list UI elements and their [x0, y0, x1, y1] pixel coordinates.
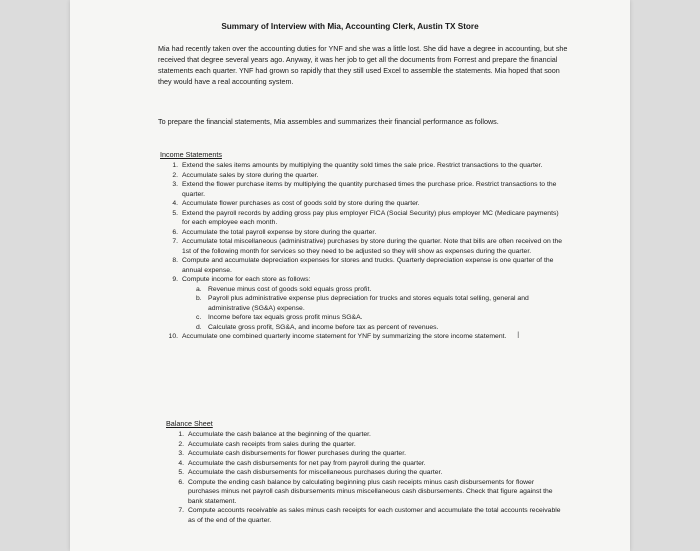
- sublist-item: c. Income before tax equals gross profit minus SG&A.: [196, 314, 363, 321]
- list-item: 4. Accumulate flower purchases as cost of goods sold by store during the quarter.: [172, 200, 420, 207]
- balance-sheet-heading: Balance Sheet: [166, 419, 213, 428]
- list-item: 6. Compute the ending cash balance by calculating beginning plus cash receipts minus cash disbursements for flower purchases minus net payroll cash disbursements minus miscellaneous cash disbursements. Check that figure against the bank statement.: [178, 478, 553, 505]
- income-statements-heading: Income Statements: [160, 150, 222, 159]
- list-item: 3. Extend the flower purchase items by multiplying the quantity purchased times the purchase price. Restrict transactions to the quarter.: [172, 181, 557, 198]
- list-item: 8. Compute and accumulate depreciation expenses for stores and trucks. Quarterly depreciation expense is one quarter of the annual expense.: [172, 257, 554, 274]
- list-item: 4. Accumulate the cash disbursements for net pay from payroll during the quarter.: [178, 459, 426, 467]
- list-item: 2. Accumulate sales by store during the quarter.: [172, 171, 319, 179]
- list-item: 5. Extend the payroll records by adding gross pay plus employer FICA (Social Security) plus employer MC (Medicare payments) for each employee each month.: [172, 209, 559, 226]
- sublist-item: a. Revenue minus cost of goods sold equals gross profit.: [196, 285, 372, 293]
- document-page: [70, 0, 630, 551]
- list-item: 7. Accumulate total miscellaneous (administrative) purchases by store during the quarter. Note that bills are often received on the 1st of the following month for services so they need to be adjusted so they will show as expenses during the quarter.: [172, 238, 563, 255]
- list-item: 9. Compute income for each store as follows: a. Revenue minus cost of goods sold equals gross profit. b. Payroll plus administrative expense plus depreciation for trucks and stores equals total selling, general and administrative (SG&A) expense. c. Income before tax equals gross profit minus SG&A. d. Calculate gross profit, SG&A, and income before tax as percent of revenues.: [166, 275, 564, 332]
- list-item: 3. Accumulate cash disbursements for flower purchases during the quarter.: [178, 450, 406, 457]
- document-title: Summary of Interview with Mia, Accounting Clerk, Austin TX Store: [221, 22, 479, 31]
- list-item: 5. Accumulate the cash disbursements for miscellaneous purchases during the quarter.: [178, 469, 443, 476]
- income-sublist: [180, 285, 564, 333]
- list-item: 1. Extend the sales items amounts by multiplying the quantity sold times the sale price. Restrict transactions to the quarter.: [172, 162, 543, 169]
- list-item: 2. Accumulate cash receipts from sales during the quarter.: [178, 440, 356, 448]
- list-item: 7. Compute accounts receivable as sales minus cash receipts for each customer and accumulate the total accounts receivable as of the end of the quarter.: [178, 507, 561, 524]
- list-item: 10. Accumulate one combined quarterly income statement for YNF by summarizing the store income statement.: [168, 333, 507, 340]
- list-item: 6. Accumulate the total payroll expense by store during the quarter.: [172, 228, 377, 236]
- text-cursor-icon: I: [517, 330, 520, 340]
- intro-paragraph: Mia had recently taken over the accounting duties for YNF and she was a little lost. She did have a degree in accounting, but she received that degree several years ago. Anyway, it was her job to get all the documents from Forrest and prepare the financial statements each quarter. YNF had grown so rapidly that they still used Excel to assemble the statements. Mia hoped that soon they would have a real accounting system.: [158, 44, 568, 86]
- sublist-item: d. Calculate gross profit, SG&A, and income before tax as percent of revenues.: [196, 323, 439, 331]
- list-item: 1. Accumulate the cash balance at the beginning of the quarter.: [178, 431, 371, 438]
- balance-sheet-list: [172, 430, 566, 525]
- income-statements-list: [166, 161, 564, 342]
- sublist-item: b. Payroll plus administrative expense plus depreciation for trucks and stores equals total selling, general and administrative (SG&A) expense.: [196, 295, 529, 312]
- prep-paragraph: To prepare the financial statements, Mia assembles and summarizes their financial performance as follows.: [158, 117, 499, 126]
